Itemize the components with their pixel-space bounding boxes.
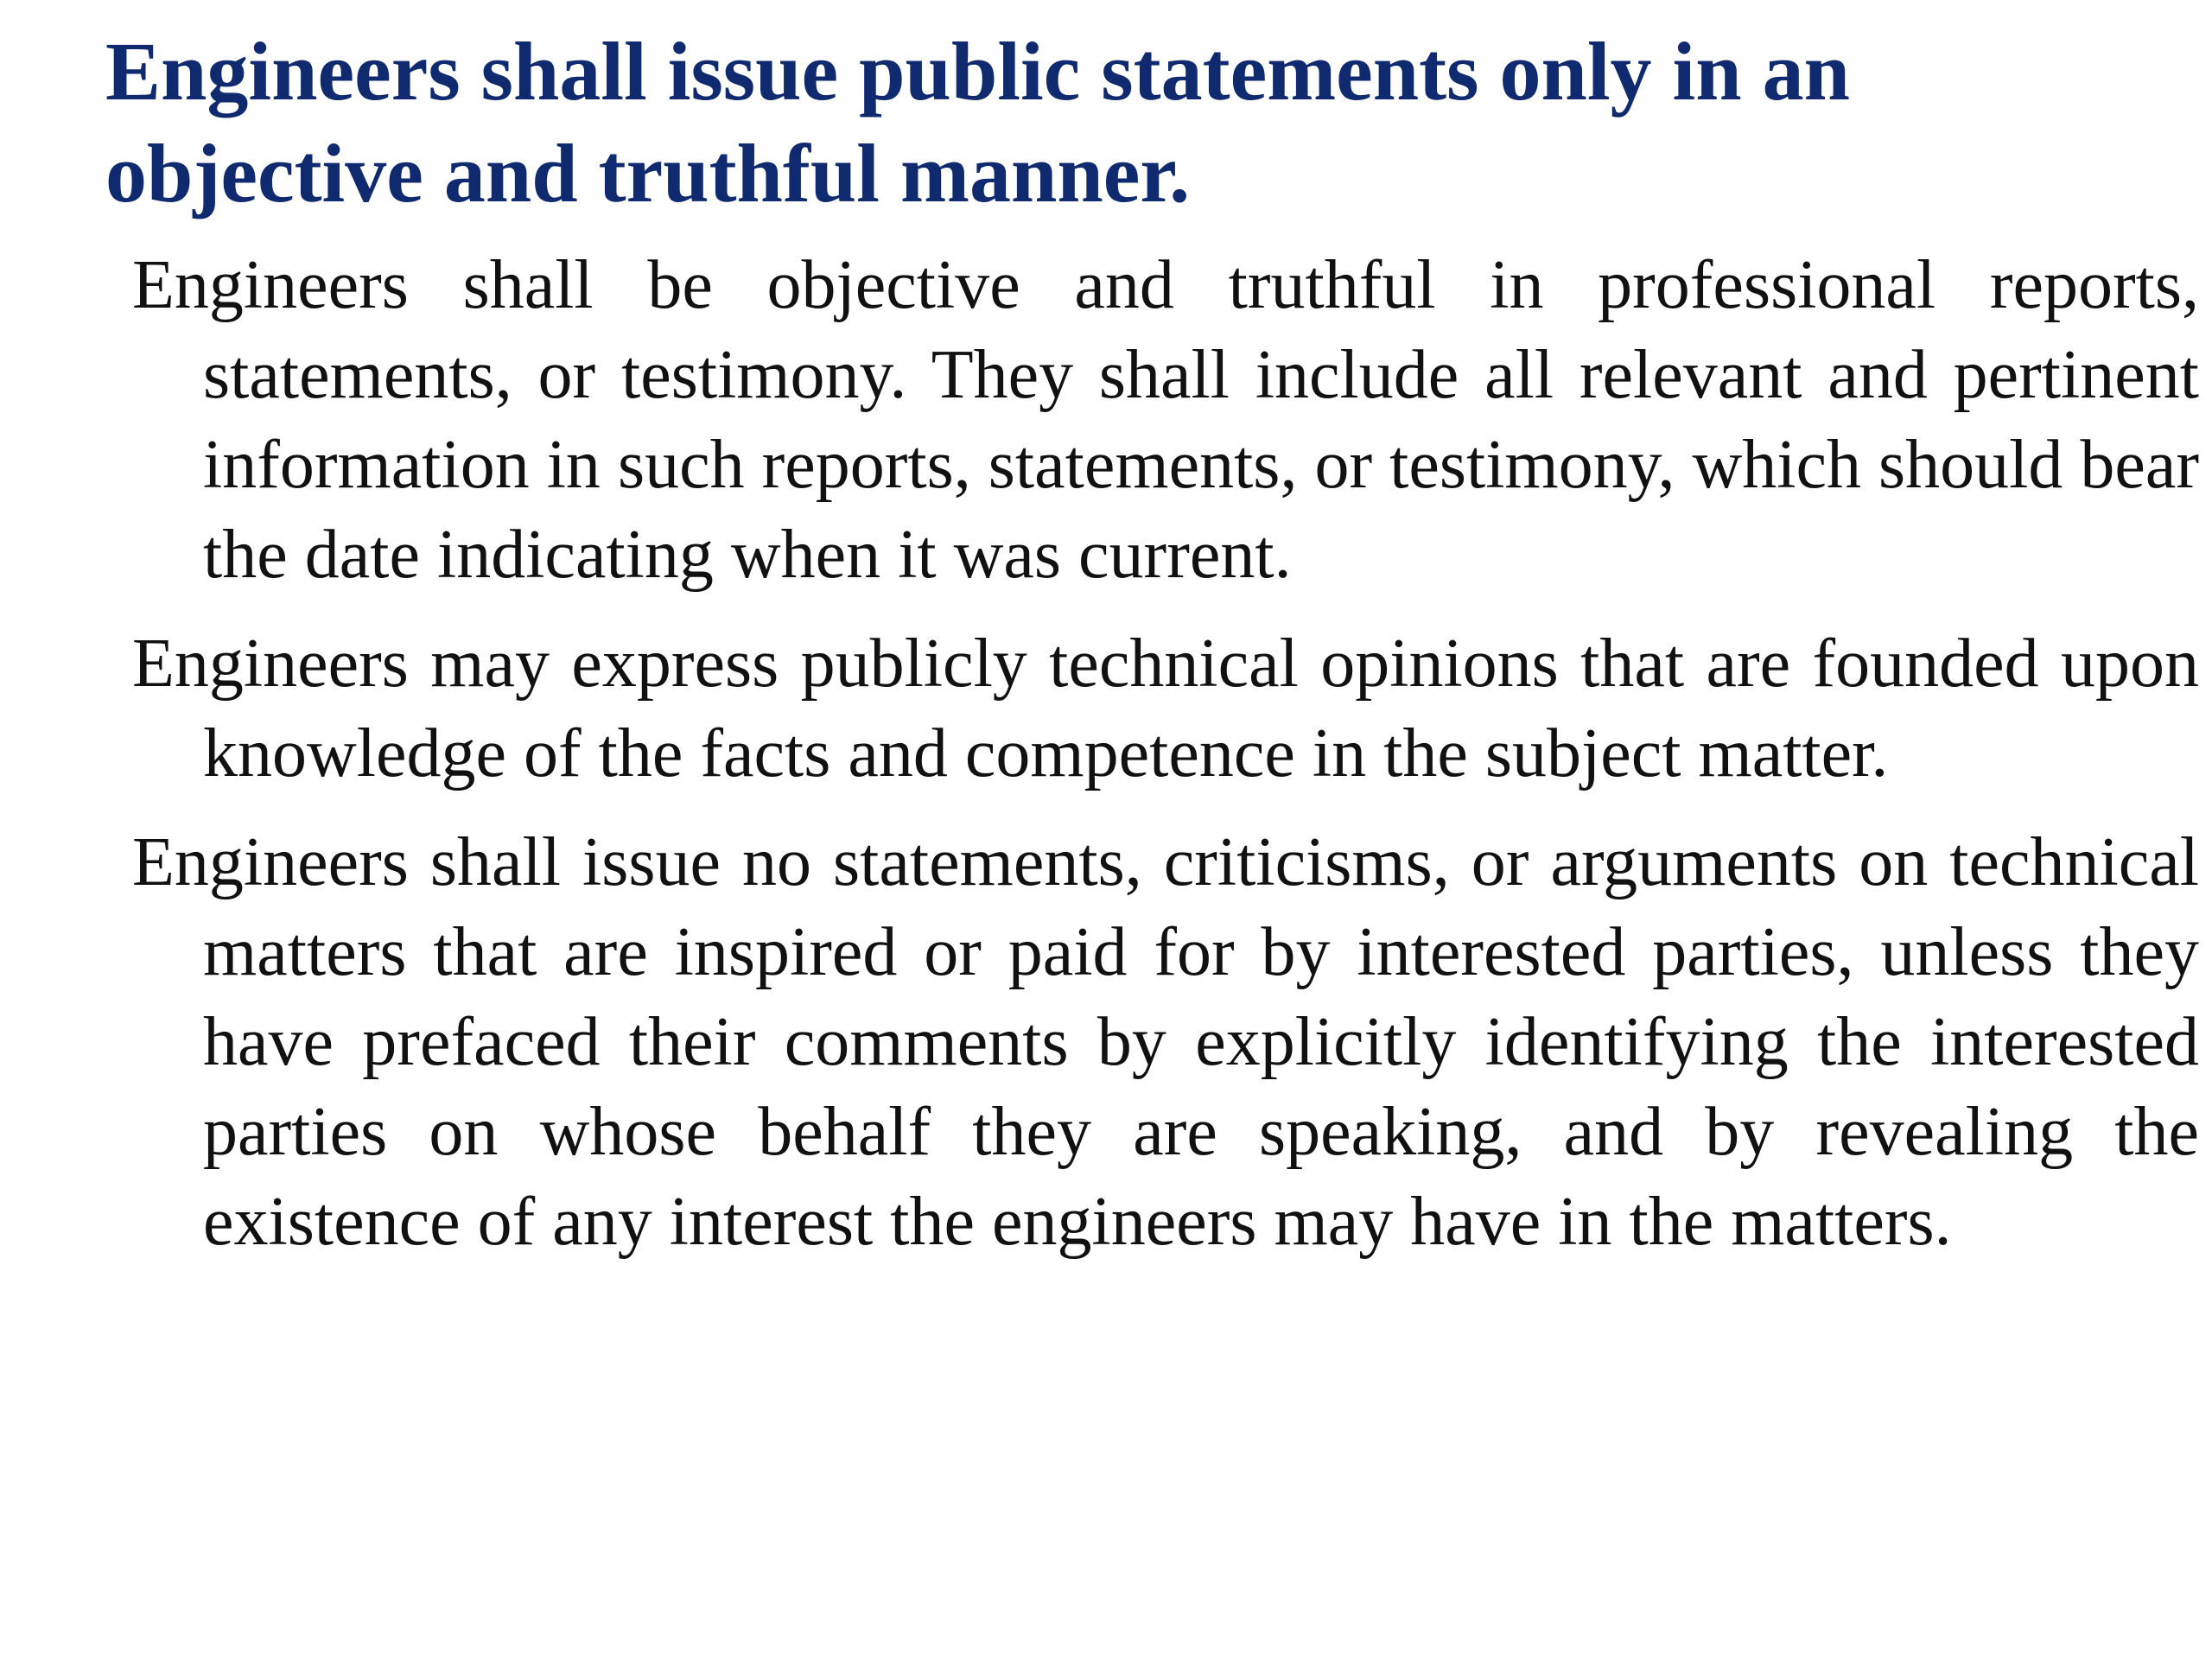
slide-title: Engineers shall issue public statements only in an objective and truthful manner.: [105, 25, 1850, 219]
body-paragraph: Engineers shall be objective and truthful in professional reports, statements, or testimony. They shall include all relevant and pertinent information in such reports, statements, or testimony, which should bear the date indicating when it was current.: [132, 247, 2199, 593]
body-paragraph-list: [132, 240, 2199, 1286]
body-paragraph: Engineers shall issue no statements, criticisms, or arguments on technical matters that are inspired or paid for by interested parties, unless they have prefaced their comments by explicitly identifying the interested parties on whose behalf they are speaking, and by revealing the existence of any interest the engineers may have in the matters.: [132, 824, 2199, 1260]
body-paragraph: Engineers may express publicly technical opinions that are founded upon knowledge of the facts and competence in the subject matter.: [132, 626, 2199, 791]
